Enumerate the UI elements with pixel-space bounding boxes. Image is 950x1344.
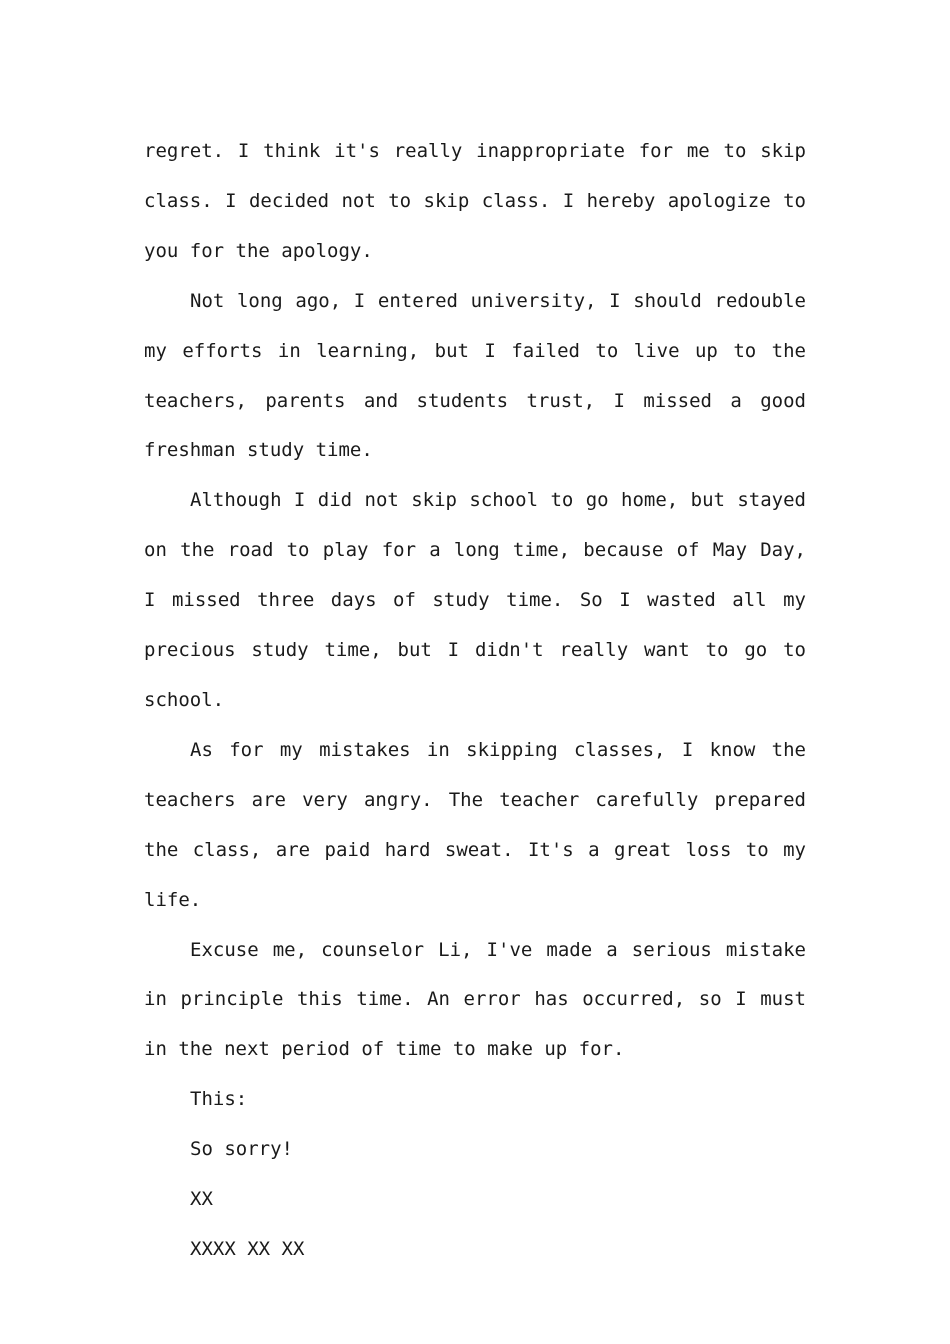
paragraph-continuation: regret. I think it's really inappropriate for me to skip class. I decided not to skip class. I hereby apologize to you for the apology. bbox=[144, 140, 806, 262]
closing-this: This: bbox=[190, 1088, 248, 1111]
signature-date: XXXX XX XX bbox=[190, 1237, 305, 1260]
signature-name: XX bbox=[190, 1188, 213, 1211]
paragraph-excuse: Excuse me, counselor Li, I've made a serious mistake in principle this time. An error has occurred, so I must in the next period of time to make up for. bbox=[144, 938, 806, 1061]
paragraph-mistakes: As for my mistakes in skipping classes, I know the teachers are very angry. The teacher carefully prepared the class, are paid hard sweat. It's a great loss to my life. bbox=[144, 738, 806, 911]
letter-body bbox=[144, 127, 806, 1275]
paragraph-may-day: Although I did not skip school to go home, but stayed on the road to play for a long time, because of May Day, I missed three days of study time. So I wasted all my precious study time, but I didn't really want to go to school. bbox=[144, 489, 806, 711]
paragraph-university: Not long ago, I entered university, I should redouble my efforts in learning, but I failed to live up to the teachers, parents and students trust, I missed a good freshman study time. bbox=[144, 289, 806, 462]
closing-sorry: So sorry! bbox=[190, 1138, 293, 1161]
